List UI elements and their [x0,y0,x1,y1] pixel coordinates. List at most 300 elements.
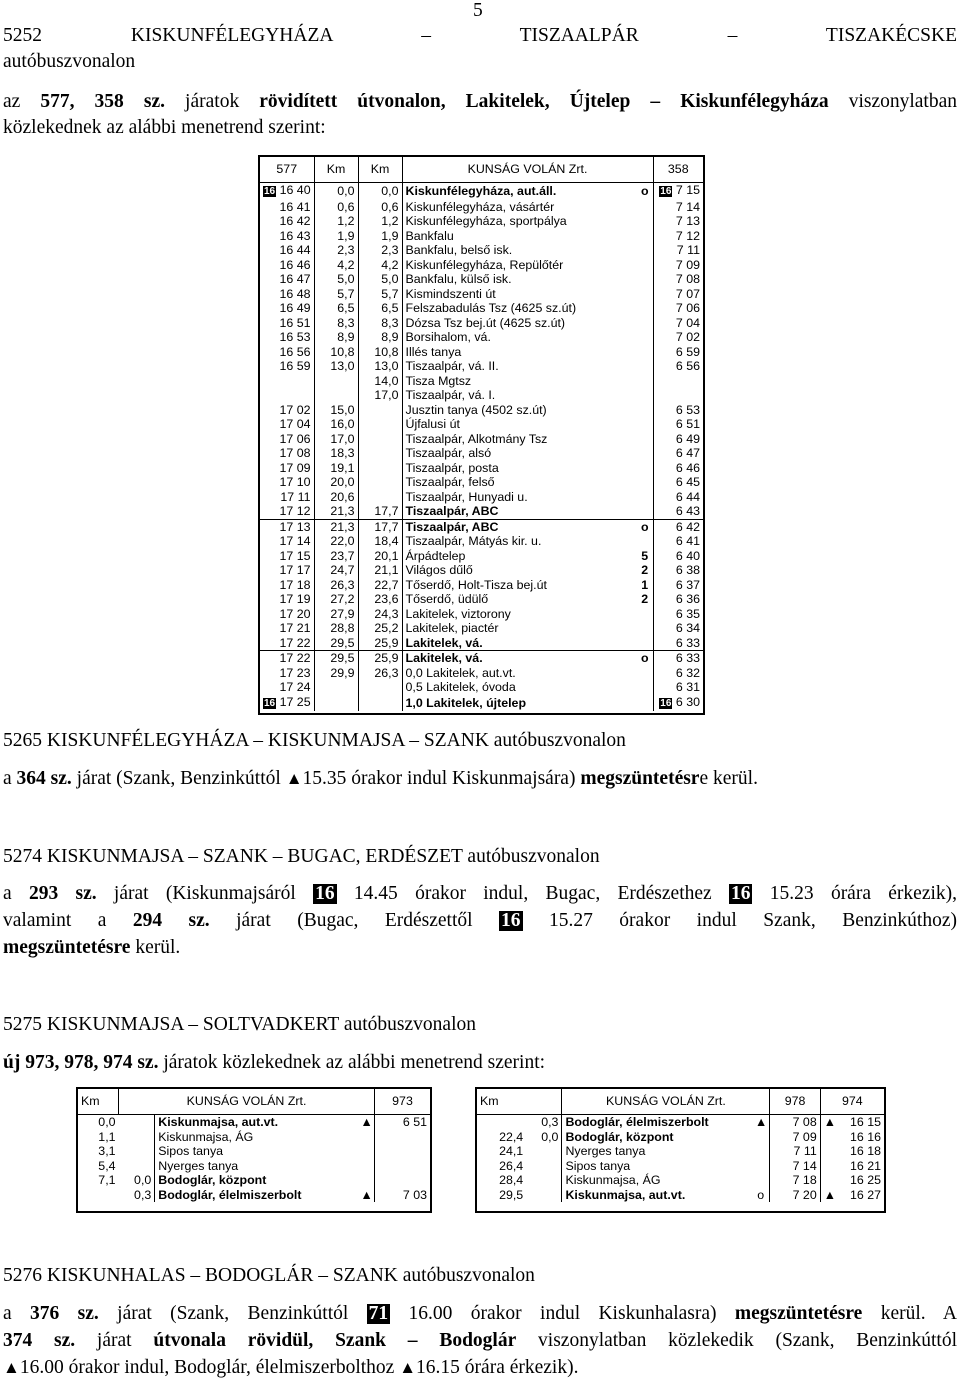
day-code-badge: 16 [264,186,276,197]
stop-name-cell: Tőserdő, Holt-Tisza bej.út [405,577,547,592]
mark-cell [637,607,653,622]
km-cell [358,461,402,476]
triangle-icon: ▲ [285,769,303,788]
km-cell [314,695,358,712]
km-cell [358,446,402,461]
km-cell [358,490,402,505]
km-cell: 1,9 [358,229,402,244]
section-5265-text: a 364 sz. járat (Szank, Benzinkúttól ▲15.35 órakor indul Kiskunmajsára) megszüntetésre kerül. [3,768,758,789]
mark-cell [637,258,653,273]
table-row [260,374,703,389]
km-cell: 15,0 [314,403,358,418]
mark-cell: 2 [637,563,653,578]
stop-name-cell: Kiskunfélegyháza, aut.áll. [405,184,557,198]
section-5274-line1: a 293 sz. járat (Kiskunmajsáról 16 14.45 órakor indul, Bugac, Erdészethez 16 15.23 órára érkezik), [3,883,958,904]
km-cell: 0,0 [119,1173,155,1188]
km-cell: 0,0 [314,183,358,200]
km-cell [358,475,402,490]
km-cell: 24,3 [358,607,402,622]
stop-name-cell: Nyerges tanya [158,1158,239,1173]
departure-time-cell: 17 09 [260,461,314,476]
mark-cell: 2 [637,592,653,607]
mark-cell: o [637,183,653,200]
mark-cell [752,1173,770,1188]
stop-name-cell: Tiszaalpár, felső [405,475,495,489]
mark-cell [637,504,653,519]
departure-time-cell: 17 13 [260,519,314,534]
table-row [260,229,703,244]
stop-name-cell: Tiszaalpár, posta [405,460,499,475]
km-cell: 5,4 [98,1158,116,1173]
km-cell: 21,3 [314,504,358,519]
mark-cell: 5 [637,549,653,564]
arrival-time-cell: 6 46 [675,460,700,475]
time-cell: 16 18 [849,1144,881,1158]
km-cell: 29,5 [314,651,358,666]
km-cell [119,1144,155,1159]
table-row [260,651,703,666]
table-row [260,563,703,578]
arrival-time-cell: 6 49 [675,431,700,446]
departure-time-cell: 17 06 [260,432,314,447]
mark-cell: o [752,1188,770,1203]
arrival-time-cell: 7 09 [675,257,700,272]
day-code-badge: 16 [660,697,672,709]
departure-time-cell: 16 47 [260,272,314,287]
stop-name-cell: Lakitelek, viztorony [405,606,511,621]
departure-time-cell: 17 20 [260,607,314,622]
table-row [78,1173,430,1188]
km-cell [526,1188,562,1203]
mark-cell: o [637,651,653,666]
table-row [78,1115,430,1130]
arrival-time-cell: 6 37 [675,577,700,592]
stop-name-cell: Bodoglár, élelmiszerbolt [158,1187,302,1202]
mark-cell [357,1159,374,1174]
km-cell [477,1115,526,1130]
stop-name-cell: Bankfalu, belső isk. [405,243,513,257]
departure-time-cell: 16 49 [260,301,314,316]
time-cell: 16 16 [849,1129,881,1144]
km-cell [119,1159,155,1174]
km-cell: 26,3 [358,666,402,681]
page-number: 5 [473,0,483,21]
departure-time-cell: 16 46 [260,258,314,273]
departure-time-cell: 16 51 [260,316,314,331]
stop-name-cell: 0,0 Lakitelek, aut.vt. [405,665,516,680]
table-row [260,200,703,215]
departure-time-cell: 17 22 [260,636,314,651]
departure-time-cell: 17 17 [260,563,314,578]
table-row [260,519,703,534]
stop-name-cell: Tisza Mgtsz [405,373,472,388]
km-cell [358,403,402,418]
km-cell [358,417,402,432]
stop-name-cell: Bodoglár, központ [565,1129,674,1144]
time-cell: 16 15 [849,1115,881,1129]
section-5274-title: 5274 KISKUNMAJSA – SZANK – BUGAC, ERDÉSZET autóbuszvonalon [3,846,600,867]
stop-name-cell: Tiszaalpár, Alkotmány Tsz [405,431,548,446]
section-5275-text: új 973, 978, 974 sz. járatok közlekednek az alábbi menetrend szerint: [3,1052,546,1073]
col-header-974: 974 [820,1089,884,1115]
section-5276-line3: ▲16.00 órakor indul, Bodoglár, élelmiszerbolthoz ▲16.15 órára érkezik). [3,1357,579,1378]
time-cell: 7 14 [770,1159,820,1174]
col-header-577: 577 [260,157,314,183]
col-header-358: 358 [653,157,703,183]
departure-time-cell: 17 12 [260,504,314,519]
departure-time-cell: 17 19 [260,592,314,607]
arrival-time: 7 15 [675,183,700,197]
departure-time-cell: 16 56 [260,345,314,360]
km-cell: 1,1 [98,1129,116,1144]
arrival-time-cell: 6 33 [653,651,703,666]
table-row [78,1144,430,1159]
departure-time-cell: 17 02 [260,403,314,418]
section-5252-title [3,24,957,48]
departure-time-cell: 17 08 [260,446,314,461]
day-code-badge: 71 [368,1303,389,1324]
arrival-time-cell [653,388,703,403]
km-cell: 14,0 [358,374,402,389]
km-cell [314,374,358,389]
mark-cell [752,1130,770,1145]
col-header-973: 973 [375,1089,430,1115]
km-cell: 0,6 [314,200,358,215]
km-cell: 21,1 [358,563,402,578]
arrival-time-cell: 7 08 [675,272,700,286]
mark-cell [637,214,653,229]
km-cell: 5,7 [358,287,402,302]
km-cell: 26,4 [499,1158,524,1173]
km-cell [119,1130,155,1145]
km-cell: 27,9 [314,607,358,622]
stop-name-cell: Sipos tanya [158,1144,224,1158]
mark-cell: o [637,519,653,534]
departure-time-cell [260,695,314,712]
km-cell [526,1144,562,1159]
arrival-time-cell: 6 47 [675,446,700,460]
arrival-time-cell: 7 14 [675,199,700,214]
km-cell: 0,3 [119,1188,155,1203]
section-5274-line2: valamint a 294 sz. járat (Bugac, Erdészettől 16 15.27 órakor indul Szank, Benzinkúthoz) [3,910,957,931]
table-row [477,1144,884,1159]
stop-name-cell: Bankfalu, külső isk. [405,272,512,286]
mark-cell: ▲ [823,1187,836,1202]
arrival-time-cell: 6 42 [653,519,703,534]
mark-cell [820,1173,833,1188]
section-5276-line2: 374 sz. járat útvonala rövidül, Szank – Bodoglár viszonylatban közlekedik (Szank, Benzinkúttól [3,1330,957,1351]
stop-name-cell: Bankfalu [405,228,454,243]
triangle-icon: ▲ [3,1358,20,1377]
km-cell: 25,9 [358,636,402,651]
table-row [260,359,703,374]
departure-time-cell [260,388,314,403]
arrival-time-cell: 6 45 [675,475,700,489]
arrival-time-cell: 6 41 [675,534,700,548]
mark-cell [357,1144,374,1159]
day-code-badge: 16 [315,883,335,904]
mark-cell [637,680,653,695]
mark-cell [637,243,653,258]
timetable-5275-right [475,1087,886,1213]
arrival-time-cell: 7 06 [675,301,700,315]
time-cell [375,1159,430,1174]
stop-name-cell: Kiskunmajsa, aut.vt. [158,1115,279,1129]
stop-name-cell: Újfalusi út [405,417,460,431]
km-cell: 22,4 [499,1129,524,1144]
mark-cell [637,403,653,418]
km-cell: 4,2 [358,258,402,273]
table-row [260,316,703,331]
section-5276-line1: a 376 sz. járat (Szank, Benzinkúttól 71 16.00 órakor indul Kiskunhalasra) megszüntetésre kerül. A [3,1303,958,1324]
departure-time-cell: 17 18 [260,578,314,593]
table-row [260,490,703,505]
stop-name-cell: Tiszaalpár, vá. II. [405,359,499,373]
stop-name-cell: Kiskunfélegyháza, vásártér [405,199,555,214]
km-cell [358,432,402,447]
km-cell: 24,7 [314,563,358,578]
table-row [477,1130,884,1145]
km-cell: 25,9 [358,651,402,666]
km-cell: 29,9 [314,666,358,681]
table-row [260,432,703,447]
col-header-978: 978 [770,1089,820,1115]
departure-time-cell: 16 48 [260,287,314,302]
mark-cell [637,229,653,244]
mark-cell [637,272,653,287]
col-header-operator: KUNSÁG VOLÁN Zrt. [562,1089,770,1115]
time-cell: 6 51 [402,1115,427,1129]
km-cell: 27,2 [314,592,358,607]
km-cell: 20,1 [358,549,402,564]
arrival-time-cell: 7 12 [675,228,700,243]
arrival-time-cell: 6 32 [675,665,700,680]
mark-cell [820,1144,833,1159]
stop-name-cell: Lakitelek, vá. [402,651,637,666]
table-row [78,1159,430,1174]
departure-time-cell [260,374,314,389]
time-cell: 7 20 [770,1188,820,1203]
col-header-km: Km [78,1089,119,1115]
table-row [260,621,703,636]
stop-name-cell: Kiskunfélegyháza, sportpálya [405,214,567,228]
mark-cell: ▲ [357,1115,374,1130]
stop-name-cell: 1,0 Lakitelek, újtelep [405,695,527,710]
table-row [260,417,703,432]
departure-time-cell [260,183,314,200]
km-cell: 17,7 [358,504,402,519]
arrival-time-cell: 6 31 [675,680,700,694]
mark-cell [637,446,653,461]
stop-name-cell: Kiskunfélegyháza, Repülőtér [405,257,564,272]
km-cell: 0,0 [358,183,402,200]
table-row [477,1115,884,1130]
km-cell: 6,5 [358,301,402,316]
table-row [477,1188,884,1203]
table-row [260,461,703,476]
arrival-time-cell: 6 59 [675,344,700,359]
time-cell: 16 21 [849,1158,881,1173]
time-cell [375,1130,430,1145]
stop-name-cell: Dózsa Tsz bej.út (4625 sz.út) [405,315,566,330]
km-cell: 17,0 [358,388,402,403]
stop-name-cell: Jusztin tanya (4502 sz.út) [405,402,547,417]
mark-cell [637,490,653,505]
km-cell: 28,4 [499,1173,524,1187]
time-cell: 7 08 [770,1115,820,1130]
table-row [260,345,703,360]
stop-name-cell: 0,5 Lakitelek, óvoda [405,680,516,694]
departure-time-cell: 17 11 [260,490,314,505]
table-row [260,301,703,316]
departure-time-cell: 17 22 [260,651,314,666]
section-5265-title: 5265 KISKUNFÉLEGYHÁZA – KISKUNMAJSA – SZANK autóbuszvonalon [3,730,626,751]
table-row [260,636,703,651]
stop-name-cell: Kiskunmajsa, ÁG [158,1129,254,1144]
mark-cell [637,374,653,389]
table-row [260,534,703,549]
arrival-time-cell [653,374,703,389]
km-cell: 18,3 [314,446,358,461]
km-cell: 2,3 [358,243,402,258]
table-row [260,680,703,695]
stop-name-cell: Illés tanya [405,344,462,359]
arrival-time-cell: 7 13 [675,214,700,228]
km-cell: 8,9 [314,330,358,345]
arrival-time-cell: 6 53 [675,402,700,417]
mark-cell [637,417,653,432]
mark-cell: 1 [637,578,653,593]
time-cell: 7 03 [402,1187,427,1202]
mark-cell [637,461,653,476]
stop-name-cell: Felszabadulás Tsz (4625 sz.út) [405,301,577,315]
km-cell [526,1159,562,1174]
km-cell: 25,2 [358,621,402,636]
km-cell: 20,6 [314,490,358,505]
mark-cell [637,475,653,490]
km-cell: 17,7 [358,519,402,534]
section-5252-text-line1: az 577, 358 sz. járatok rövidített útvonalon, Lakitelek, Újtelep – Kiskunfélegyháza viszonylatban [3,91,958,112]
mark-cell [637,666,653,681]
km-cell: 28,8 [314,621,358,636]
day-code-badge: 16 [264,697,276,709]
col-header-operator: KUNSÁG VOLÁN Zrt. [402,157,653,183]
time-cell [375,1144,430,1159]
departure-time-cell: 16 53 [260,330,314,345]
section-5276-title: 5276 KISKUNHALAS – BODOGLÁR – SZANK autóbuszvonalon [3,1265,535,1286]
km-cell: 1,2 [314,214,358,229]
departure-time-cell: 16 59 [260,359,314,374]
table-row [260,243,703,258]
table-row [477,1173,884,1188]
table-row [78,1188,430,1203]
table-row [260,504,703,519]
stop-name-cell: Nyerges tanya [565,1144,646,1158]
mark-cell: ▲ [823,1115,836,1129]
km-cell: 16,0 [314,417,358,432]
km-cell: 21,3 [314,519,358,534]
km-cell: 4,2 [314,258,358,273]
stop-name-cell: Árpádtelep [405,548,466,563]
stop-name-cell: Kiskunmajsa, aut.vt. [565,1187,686,1202]
arrival-time-cell [653,695,703,712]
table-row [260,607,703,622]
stop-name-cell: Tőserdő, üdülő [405,592,489,606]
km-cell: 5,0 [358,272,402,287]
mark-cell [637,695,653,712]
arrival-time-cell: 6 38 [675,563,700,577]
route-stop: KISKUNFÉLEGYHÁZA [130,25,333,46]
day-code-badge: 16 [730,883,751,904]
arrival-time-cell: 6 35 [675,606,700,621]
arrival-time-cell: 6 56 [675,359,700,373]
departure-time-cell: 17 23 [260,666,314,681]
mark-cell [637,388,653,403]
stop-name-cell: Kiskunmajsa, ÁG [565,1173,661,1187]
table-row [260,214,703,229]
km-cell: 26,3 [314,578,358,593]
arrival-time-cell: 7 11 [676,243,700,257]
triangle-icon: ▲ [399,1358,417,1377]
departure-time-cell: 16 43 [260,229,314,244]
km-cell: 22,7 [358,578,402,593]
arrival-time-cell: 6 40 [675,548,700,563]
km-cell [314,680,358,695]
departure-time-cell: 16 41 [260,200,314,215]
mark-cell [637,345,653,360]
km-cell: 5,7 [314,287,358,302]
table-row [260,403,703,418]
mark-cell [357,1173,374,1188]
section-5275-title: 5275 KISKUNMAJSA – SOLTVADKERT autóbuszvonalon [3,1014,476,1035]
section-5252-subtitle: autóbuszvonalon [3,51,136,72]
km-cell: 6,5 [314,301,358,316]
col-header-operator: KUNSÁG VOLÁN Zrt. [119,1089,375,1115]
km-cell: 1,9 [314,229,358,244]
section-5274-line3: megszüntetésre kerül. [3,937,181,958]
km-cell [78,1188,119,1203]
table-row [260,258,703,273]
arrival-time-cell: 6 51 [675,417,700,431]
km-cell: 0,3 [526,1115,562,1130]
km-cell: 0,0 [98,1115,116,1129]
time-cell [375,1173,430,1188]
mark-cell [637,287,653,302]
arrival-time-cell: 7 02 [675,330,700,344]
table-row [260,287,703,302]
stop-name-cell: Tiszaalpár, ABC [405,504,499,518]
departure-time: 17 25 [279,694,311,709]
km-cell: 5,0 [314,272,358,287]
departure-time-cell: 17 14 [260,534,314,549]
arrival-time-cell: 6 33 [675,635,700,650]
departure-time-cell: 17 15 [260,549,314,564]
departure-time-cell: 17 04 [260,417,314,432]
col-header-km: Km [477,1089,562,1115]
stop-name-cell: Lakitelek, vá. [405,635,483,650]
table-row [260,592,703,607]
timetable-5275-left-body [78,1115,430,1203]
mark-cell [637,330,653,345]
stop-name-cell: Bodoglár, központ [158,1173,267,1187]
departure-time-cell: 17 10 [260,475,314,490]
km-cell: 3,1 [98,1144,116,1158]
route-stop: – TISZAKÉCSKE [727,25,958,46]
km-cell: 10,8 [358,345,402,360]
km-cell: 13,0 [314,359,358,374]
km-cell: 23,7 [314,549,358,564]
stop-name-cell: Tiszaalpár, vá. I. [405,388,496,402]
